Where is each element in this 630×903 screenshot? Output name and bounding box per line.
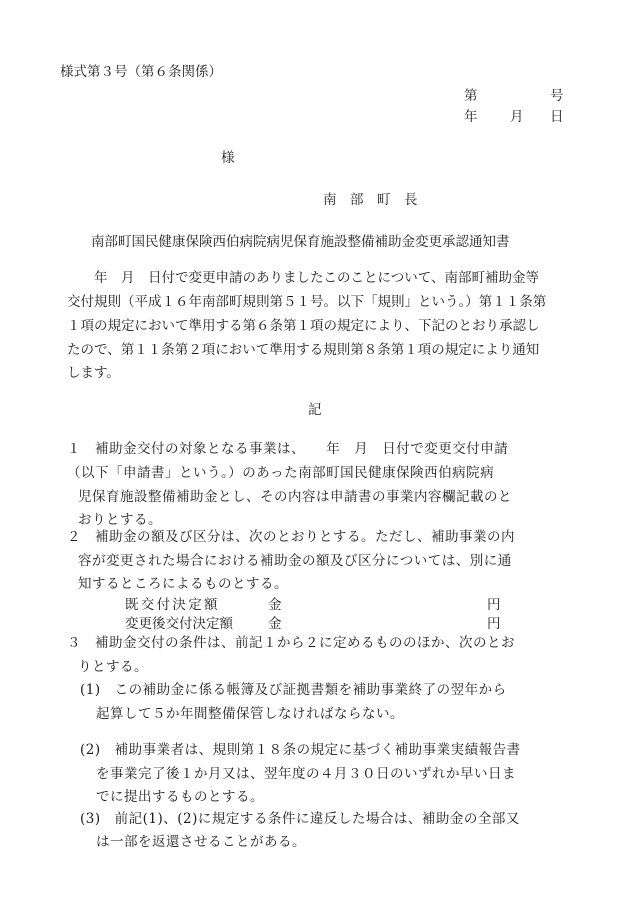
amount-unit: 円 bbox=[487, 597, 501, 613]
item-line: 知するところによるものとする。 bbox=[78, 576, 288, 592]
item-line: （以下「申請書」という。）のあった南部町国民健康保険西伯病院病 bbox=[67, 465, 495, 481]
body-line: 年 月 日付で変更申請のありましたこのことについて、南部町補助金等 bbox=[67, 270, 539, 286]
item-line: りとする。 bbox=[78, 659, 148, 675]
item-line: １ 補助金交付の対象となる事業は、 年 月 日付で変更交付申請 bbox=[67, 441, 509, 457]
item-line: おりとする。 bbox=[78, 512, 162, 528]
amount-label: 変更後交付決定額 bbox=[125, 616, 233, 632]
item-line: 容が変更された場合における補助金の額及び区分については、別に通 bbox=[78, 553, 512, 569]
number-prefix: 第 bbox=[464, 88, 478, 104]
amount-prefix: 金 bbox=[268, 597, 282, 613]
form-label: 様式第３号（第６条関係） bbox=[60, 64, 222, 80]
date-day: 日 bbox=[550, 109, 564, 125]
condition-line: は一部を返還させることがある。 bbox=[96, 834, 306, 850]
number-suffix: 号 bbox=[550, 88, 564, 104]
amount-unit: 円 bbox=[487, 616, 501, 632]
condition-line: 起算して５か年間整備保管しなければならない。 bbox=[96, 706, 404, 722]
condition-line: (2) 補助事業者は、規則第１８条の規定に基づく補助事業実績報告書 bbox=[80, 742, 521, 758]
amount-label: 既交付決定額 bbox=[125, 597, 220, 613]
date-month: 月 bbox=[510, 109, 524, 125]
addressee-suffix: 様 bbox=[221, 150, 235, 166]
body-line: 交付規則（平成１６年南部町規則第５１号。以下「規則」という。）第１１条第 bbox=[67, 294, 547, 310]
condition-line: (1) この補助金に係る帳簿及び証拠書類を補助事業終了の翌年から bbox=[80, 682, 507, 698]
condition-line: でに提出するものとする。 bbox=[96, 789, 264, 805]
body-line: します。 bbox=[67, 365, 120, 381]
amount-prefix: 金 bbox=[268, 616, 282, 632]
item-line: ３ 補助金交付の条件は、前記１から２に定めるもののほか、次のとお bbox=[67, 635, 515, 651]
date-year: 年 bbox=[464, 109, 478, 125]
document-title: 南部町国民健康保険西伯病院病児保育施設整備補助金変更承認通知書 bbox=[91, 234, 510, 250]
body-line: たので、第１１条第２項において準用する規則第８条第１項の規定により通知 bbox=[67, 342, 540, 358]
condition-line: を事業完了後１か月又は、翌年度の４月３０日のいずれか早い日ま bbox=[96, 766, 516, 782]
ki-heading: 記 bbox=[308, 402, 322, 418]
condition-line: (3) 前記(1)、(2)に規定する条件に違反した場合は、補助金の全部又 bbox=[80, 811, 520, 827]
issuer-name: 南 部 町 長 bbox=[323, 192, 418, 208]
body-line: １項の規定において準用する第６条第１項の規定により、下記のとおり承認し bbox=[67, 318, 540, 334]
item-line: 児保育施設整備補助金とし、その内容は申請書の事業内容欄記載のと bbox=[78, 489, 512, 505]
item-line: ２ 補助金の額及び区分は、次のとおりとする。ただし、補助事業の内 bbox=[67, 529, 515, 545]
